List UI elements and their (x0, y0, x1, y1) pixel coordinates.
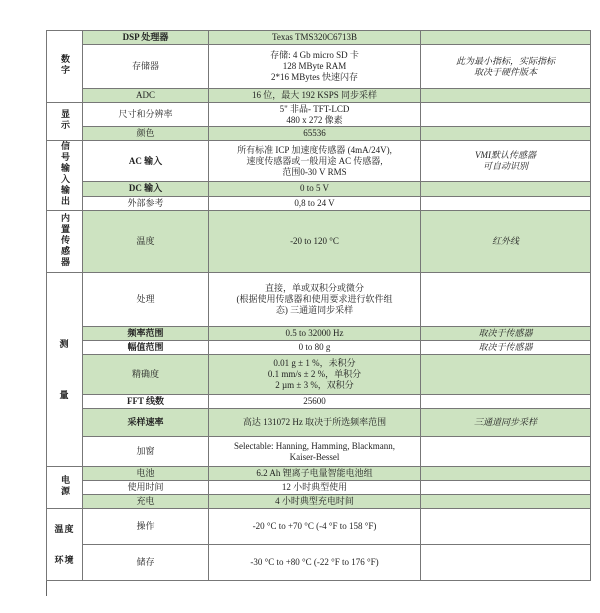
table-row (47, 437, 591, 467)
row-value: -30 °C to +80 °C (-22 °F to 176 °F) (209, 545, 421, 581)
row-note (421, 509, 591, 545)
table-row (47, 141, 591, 182)
row-label: 颜色 (83, 127, 209, 141)
row-label: AC 输入 (83, 141, 209, 182)
row-label: 幅值范围 (83, 341, 209, 355)
row-note (421, 395, 591, 409)
row-label: ADC (83, 89, 209, 103)
table-row (47, 211, 591, 273)
table-row (47, 509, 591, 545)
row-note (421, 495, 591, 509)
row-value: 4 小时典型充电时间 (209, 495, 421, 509)
spec-table (46, 30, 591, 581)
row-note: 红外线 (421, 211, 591, 273)
section-signal: 信号输入输出 (47, 141, 83, 211)
row-value: 0 to 5 V (209, 182, 421, 196)
row-note (421, 437, 591, 467)
row-note (421, 196, 591, 210)
row-value: 65536 (209, 127, 421, 141)
row-value: -20 to 120 °C (209, 211, 421, 273)
table-row (47, 196, 591, 210)
row-label: 精确度 (83, 355, 209, 395)
row-label: 使用时间 (83, 481, 209, 495)
table-row (47, 45, 591, 89)
table-row (47, 31, 591, 45)
table-row (47, 395, 591, 409)
row-label: 存储器 (83, 45, 209, 89)
row-label: 处理 (83, 273, 209, 327)
row-note (421, 467, 591, 481)
row-value: 0,8 to 24 V (209, 196, 421, 210)
row-value: 12 小时典型使用 (209, 481, 421, 495)
row-note: 三通道同步采样 (421, 409, 591, 437)
row-note (421, 89, 591, 103)
section-environment: 温度 环境 (47, 509, 83, 581)
table-row (47, 127, 591, 141)
section-digital: 数字 (47, 31, 83, 103)
table-row (47, 327, 591, 341)
table-row (47, 355, 591, 395)
row-note (421, 127, 591, 141)
row-note: 此为最小指标，实际指标 取决于硬件版本 (421, 45, 591, 89)
table-row (47, 545, 591, 581)
row-value: 所有标准 ICP 加速度传感器 (4mA/24V), 速度传感器或一般用途 AC 传感器, 范围0-30 V RMS (209, 141, 421, 182)
row-note (421, 481, 591, 495)
table-row (47, 409, 591, 437)
row-label: 频率范围 (83, 327, 209, 341)
row-value: 高达 131072 Hz 取决于所选频率范围 (209, 409, 421, 437)
row-label: 加窗 (83, 437, 209, 467)
section-internal-sensor: 内置传感器 (47, 211, 83, 273)
row-value: 16 位，最大 192 KSPS 同步采样 (209, 89, 421, 103)
row-note (421, 182, 591, 196)
row-value: 0 to 80 g (209, 341, 421, 355)
row-label: 充电 (83, 495, 209, 509)
row-label: 外部参考 (83, 196, 209, 210)
section-display: 显示 (47, 103, 83, 141)
table-row (47, 89, 591, 103)
row-label: 采样速率 (83, 409, 209, 437)
table-row (47, 182, 591, 196)
table-row (47, 273, 591, 327)
row-note: 取决于传感器 (421, 341, 591, 355)
row-label: 温度 (83, 211, 209, 273)
row-value: 25600 (209, 395, 421, 409)
row-note (421, 355, 591, 395)
row-label: 储存 (83, 545, 209, 581)
row-value: 5" 非晶- TFT-LCD 480 x 272 像素 (209, 103, 421, 127)
row-value: 0.5 to 32000 Hz (209, 327, 421, 341)
row-note: VMI默认传感器 可自动识别 (421, 141, 591, 182)
row-note (421, 31, 591, 45)
row-label: DSP 处理器 (83, 31, 209, 45)
row-note (421, 103, 591, 127)
table-row (47, 341, 591, 355)
table-row (47, 481, 591, 495)
section-measure: 测 量 (47, 273, 83, 467)
row-value: -20 °C to +70 °C (-4 °F to 158 °F) (209, 509, 421, 545)
row-value: 6.2 Ah 锂离子电量智能电池组 (209, 467, 421, 481)
table-row (47, 103, 591, 127)
row-note (421, 273, 591, 327)
row-label: 尺寸和分辨率 (83, 103, 209, 127)
row-value: 存储: 4 Gb micro SD 卡 128 MByte RAM 2*16 MBytes 快速闪存 (209, 45, 421, 89)
row-label: FFT 线数 (83, 395, 209, 409)
row-label: 操作 (83, 509, 209, 545)
table-row (47, 467, 591, 481)
row-label: 电池 (83, 467, 209, 481)
row-note (421, 545, 591, 581)
row-label: DC 输入 (83, 182, 209, 196)
row-value: 0.01 g ± 1 %，未积分 0.1 mm/s ± 2 %，单积分 2 µm ± 3 %，双积分 (209, 355, 421, 395)
table-row (47, 495, 591, 509)
row-note: 取决于传感器 (421, 327, 591, 341)
row-value: 直接，单或双积分或微分 (根据使用传感器和使用要求进行软件组 态) 三通道同步采样 (209, 273, 421, 327)
section-power: 电源 (47, 467, 83, 509)
row-value: Texas TMS320C6713B (209, 31, 421, 45)
row-value: Selectable: Hanning, Hamming, Blackmann, Kaiser-Bessel (209, 437, 421, 467)
